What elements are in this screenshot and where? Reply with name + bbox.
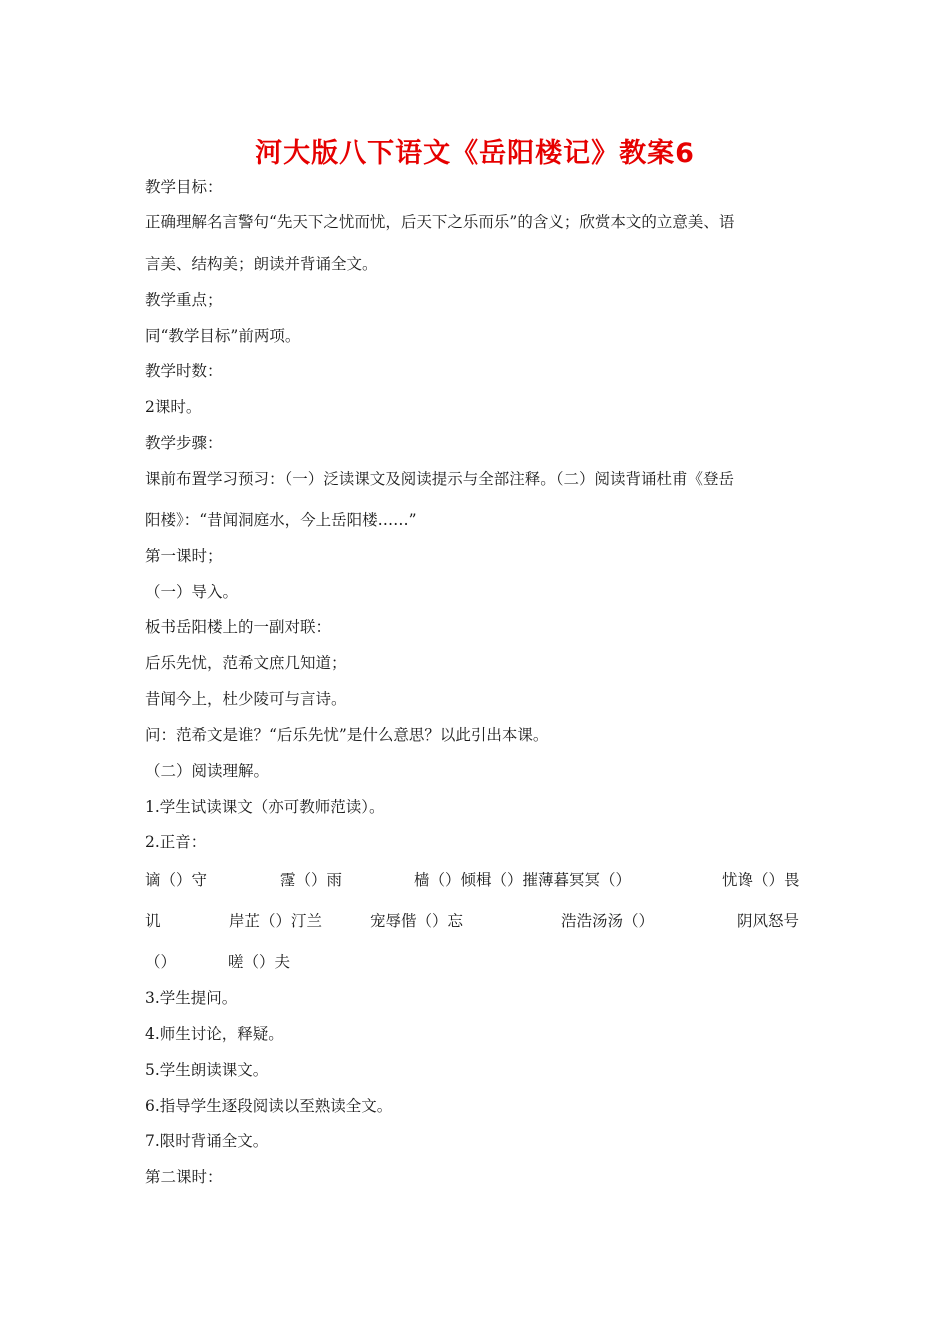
text-line: 后乐先忧，范希文庶几知道； bbox=[145, 654, 347, 672]
text-line: 4.师生讨论，释疑。 bbox=[145, 1025, 284, 1043]
text-line: 2课时。 bbox=[145, 398, 202, 416]
pronunciation-item: 嗟（）夫 bbox=[228, 953, 291, 971]
text-line: （二）阅读理解。 bbox=[145, 762, 270, 780]
pronunciation-item: 阴风怒号 bbox=[737, 912, 800, 930]
text-line: 7.限时背诵全文。 bbox=[145, 1132, 269, 1150]
text-line: 2.正音： bbox=[145, 833, 207, 851]
text-line: 第一课时； bbox=[145, 547, 223, 565]
text-line: 昔闻今上，杜少陵可与言诗。 bbox=[145, 690, 347, 708]
text-line: 阳楼》：“昔闻洞庭水，今上岳阳楼……” bbox=[145, 511, 417, 529]
text-line: 教学步骤： bbox=[145, 434, 223, 452]
text-line: 教学目标： bbox=[145, 178, 223, 196]
text-line: 板书岳阳楼上的一副对联： bbox=[145, 618, 332, 636]
pronunciation-item: 谪（）守 bbox=[145, 871, 208, 889]
pronunciation-item: 浩浩汤汤（） bbox=[561, 912, 655, 930]
text-line: 第二课时： bbox=[145, 1168, 223, 1186]
text-line: 正确理解名言警句“先天下之忧而忧，后天下之乐而乐”的含义；欣赏本文的立意美、语 bbox=[145, 213, 735, 231]
pronunciation-item: 霪（）雨 bbox=[280, 871, 343, 889]
document-title: 河大版八下语文《岳阳楼记》教案6 bbox=[255, 138, 695, 169]
text-line: 言美、结构美；朗读并背诵全文。 bbox=[145, 255, 378, 273]
text-line: 课前布置学习预习：（一）泛读课文及阅读提示与全部注释。（二）阅读背诵杜甫《登岳 bbox=[145, 470, 735, 488]
text-line: 3.学生提问。 bbox=[145, 989, 238, 1007]
text-line: 问：范希文是谁？“后乐先忧”是什么意思？以此引出本课。 bbox=[145, 726, 549, 744]
text-line: 教学重点； bbox=[145, 291, 223, 309]
pronunciation-item: 讥 bbox=[145, 912, 161, 930]
text-line: 教学时数： bbox=[145, 362, 223, 380]
text-line: 1.学生试读课文（亦可教师范读）。 bbox=[145, 798, 385, 816]
text-line: 同“教学目标”前两项。 bbox=[145, 327, 301, 345]
pronunciation-item: 樯（）倾楫（）摧薄暮冥冥（） bbox=[414, 871, 632, 889]
pronunciation-item: 岸芷（）汀兰 bbox=[229, 912, 323, 930]
text-line: （一）导入。 bbox=[145, 583, 239, 601]
pronunciation-item: 忧谗（）畏 bbox=[722, 871, 800, 889]
pronunciation-item: （） bbox=[145, 953, 177, 971]
pronunciation-item: 宠辱偕（）忘 bbox=[370, 912, 464, 930]
text-line: 6.指导学生逐段阅读以至熟读全文。 bbox=[145, 1097, 393, 1115]
text-line: 5.学生朗读课文。 bbox=[145, 1061, 269, 1079]
